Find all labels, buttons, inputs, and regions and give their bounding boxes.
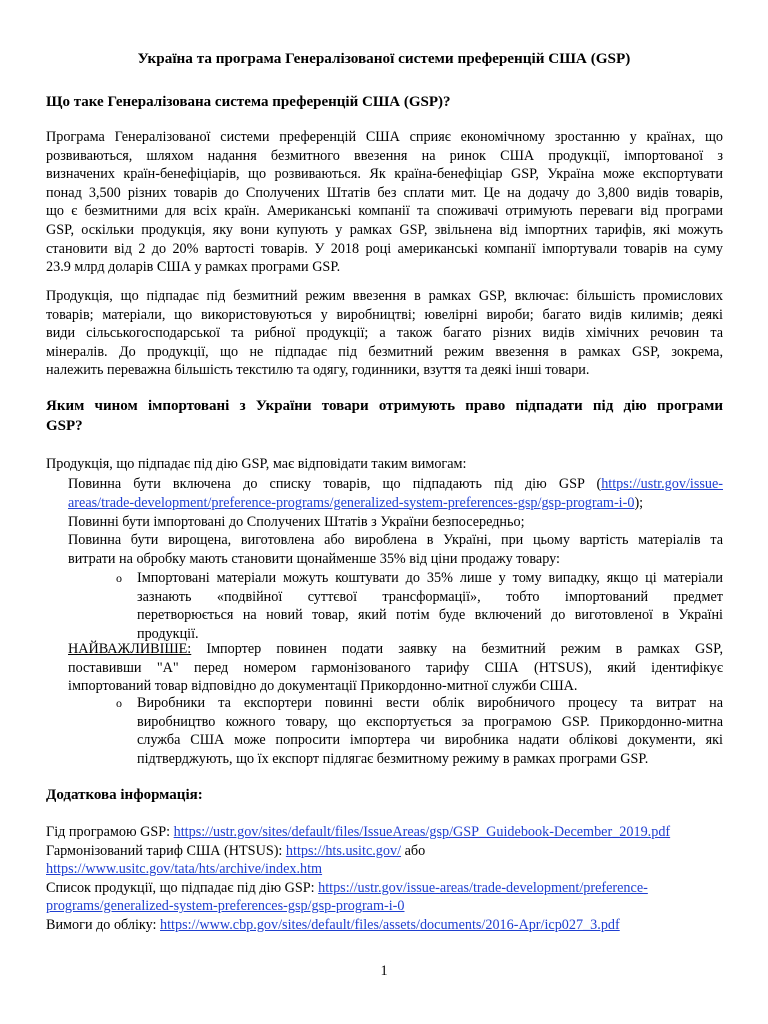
requirement-origin xyxy=(68,531,723,568)
text-line: мінералів. До продукції, що не підпадає під безмитний режим ввезення в рамках GSP, зокрема, xyxy=(46,343,723,360)
records-line xyxy=(46,916,723,935)
requirement-direct-import: Повинні бути імпортовані до Сполучених Штатів з України безпосередньо; xyxy=(68,514,525,530)
hts-line xyxy=(46,842,723,861)
bullet-marker: o xyxy=(116,571,122,585)
sub-requirement-records xyxy=(137,694,723,768)
text-line: Імпортовані матеріали можуть коштувати до 35% лише у тому випадку, якщо ці матеріали xyxy=(137,570,723,586)
text-line: GSP, оскільки продукція, яку вони купують у рамках GSP, звільнена від імпортних тарифів, які можуть xyxy=(46,221,723,238)
requirement-line xyxy=(68,494,723,513)
important-line: поставивши "A" перед номером гармонізованого тарифу США (HTSUS), який ідентифікує xyxy=(68,659,723,676)
important-note xyxy=(68,640,723,696)
important-label: НАЙВАЖЛИВІШЕ: xyxy=(68,641,192,657)
requirement-text: Повинна бути включена до списку товарів, що підпадають під дію GSP ( xyxy=(68,476,602,492)
paragraph-gsp-overview xyxy=(46,128,723,277)
hts-archive-line xyxy=(46,860,723,879)
text-line: зазнають «подвійної суттєвої трансформації», тобто імпортований предмет xyxy=(137,588,723,605)
text-line: види сільськогосподарської та рибної продукції; а також багато різних видів хімічних речовин та xyxy=(46,325,723,342)
section-heading-additional-info: Додаткова інформація: xyxy=(46,787,203,803)
product-list-line xyxy=(46,879,723,898)
text-line: Виробники та експортери повинні вести облік виробничого процесу та витрат на xyxy=(137,695,723,711)
section-heading-what-is-gsp: Що таке Генералізована система преференцій США (GSP)? xyxy=(46,94,451,110)
product-list-line-cont xyxy=(46,897,723,916)
text-line: належить переважна більшість текстилю та одягу, годинники, взуття та деякі інші товари. xyxy=(46,362,590,379)
hts-archive-link[interactable]: https://www.usitc.gov/tata/hts/archive/index.htm xyxy=(46,861,323,878)
text-line: підтверджують, що їх експорт підлягає безмитному режиму в рамках програми GSP. xyxy=(137,750,649,767)
requirement-text: ); xyxy=(634,494,644,511)
gsp-program-link-cont[interactable]: areas/trade-development/preference-programs/generalized-system-preferences-gsp/gsp-program-i-0 xyxy=(68,494,635,511)
text-line: перетворюється на новий товар, який потім буде включений до виготовленої в Україні xyxy=(137,607,723,624)
text-line: Програма Генералізованої системи преференцій США сприяє економічному зростанню у країнах, що xyxy=(46,129,723,145)
requirements-intro: Продукція, що підпадає під дію GSP, має відповідати таким вимогам: xyxy=(46,456,467,472)
guide-line xyxy=(46,823,723,842)
text-line: розвиваються, шляхом надання безмитного ввезення на ринок США продукції, імпортованої з xyxy=(46,147,723,164)
hts-link[interactable]: https://hts.usitc.gov/ xyxy=(285,842,402,859)
guide-label: Гід програмою GSP: xyxy=(46,824,174,840)
sub-requirement-materials xyxy=(137,569,723,643)
text-line: понад 3,500 різних товарів до Сполучених Штатів без сплати мит. Це на додачу до 3,800 видів товарів, xyxy=(46,184,723,201)
records-requirements-link[interactable]: https://www.cbp.gov/sites/default/files/assets/documents/2016-Apr/icp027_3.pdf xyxy=(160,916,620,933)
product-list-link[interactable]: https://ustr.gov/issue-areas/trade-development/preference- xyxy=(318,879,648,896)
important-text: Імпортер повинен подати заявку на безмитний режим в рамках GSP, xyxy=(191,641,723,657)
hts-label: Гармонізований тариф США (HTSUS): xyxy=(46,842,286,859)
text-line: виробництво кожного товару, що експортується за програмою GSP. Прикордонно-митна xyxy=(137,713,723,730)
heading-line: Яким чином імпортовані з України товари отримують право підпадати під дію програми xyxy=(46,398,723,414)
gsp-program-link[interactable]: https://ustr.gov/issue- xyxy=(601,476,723,492)
requirement-line xyxy=(68,475,723,494)
text-line: товарів; матеріали, що використовуються у виробництві; ювелірні вироби; багато видів килимів; деякі xyxy=(46,306,723,323)
important-line xyxy=(68,640,723,659)
text-line: що є безмитними для всіх країн. Американські компанії та споживачі отримують переваги від програми xyxy=(46,203,723,220)
paragraph-gsp-products xyxy=(46,287,723,380)
page-number: 1 xyxy=(380,963,388,979)
text-line: визначених країн-бенефіціарів, що розвиваються. Як країна-бенефіціар GSP, Україна може експортувати xyxy=(46,166,723,183)
gsp-guidebook-link[interactable]: https://ustr.gov/sites/default/files/IssueAreas/gsp/GSP_Guidebook-December_2019.pdf xyxy=(173,824,671,840)
text-line: становити від 2 до 20% вартості товарів. У 2018 році американські компанії імпортували товарів на суму xyxy=(46,240,723,257)
important-line: імпортований товар відповідно до документації Прикордонно-митної служби США. xyxy=(68,678,578,695)
heading-line: GSP? xyxy=(46,418,83,434)
product-list-link-cont[interactable]: programs/generalized-system-preferences-gsp/gsp-program-i-0 xyxy=(46,898,405,915)
text-line: служба США може попросити імпортера чи виробника надати облікові документи, які xyxy=(137,732,723,749)
requirement-gsp-list xyxy=(68,475,723,512)
bullet-marker: o xyxy=(116,696,122,710)
section-heading-eligibility xyxy=(46,396,723,436)
additional-info-links xyxy=(46,823,723,935)
text-line: продукції. xyxy=(137,625,199,642)
requirement-line: Повинна бути вирощена, виготовлена або вироблена в Україні, при цьому вартість матеріалів та xyxy=(68,532,723,548)
requirement-line: витрати на обробку мають становити щонайменше 35% від ціни продажу товару: xyxy=(68,550,560,567)
text-line: Продукція, що підпадає під безмитний режим ввезення в рамках GSP, включає: більшість промислових xyxy=(46,288,723,304)
product-list-label: Список продукції, що підпадає під дію GSP: xyxy=(46,879,319,896)
text-line: 23.9 млрд доларів США у рамках програми GSP. xyxy=(46,259,341,276)
document-title: Україна та програма Генералізованої системи преференцій США (GSP) xyxy=(137,50,631,67)
records-label: Вимоги до обліку: xyxy=(46,916,161,933)
or-text: або xyxy=(401,842,426,859)
